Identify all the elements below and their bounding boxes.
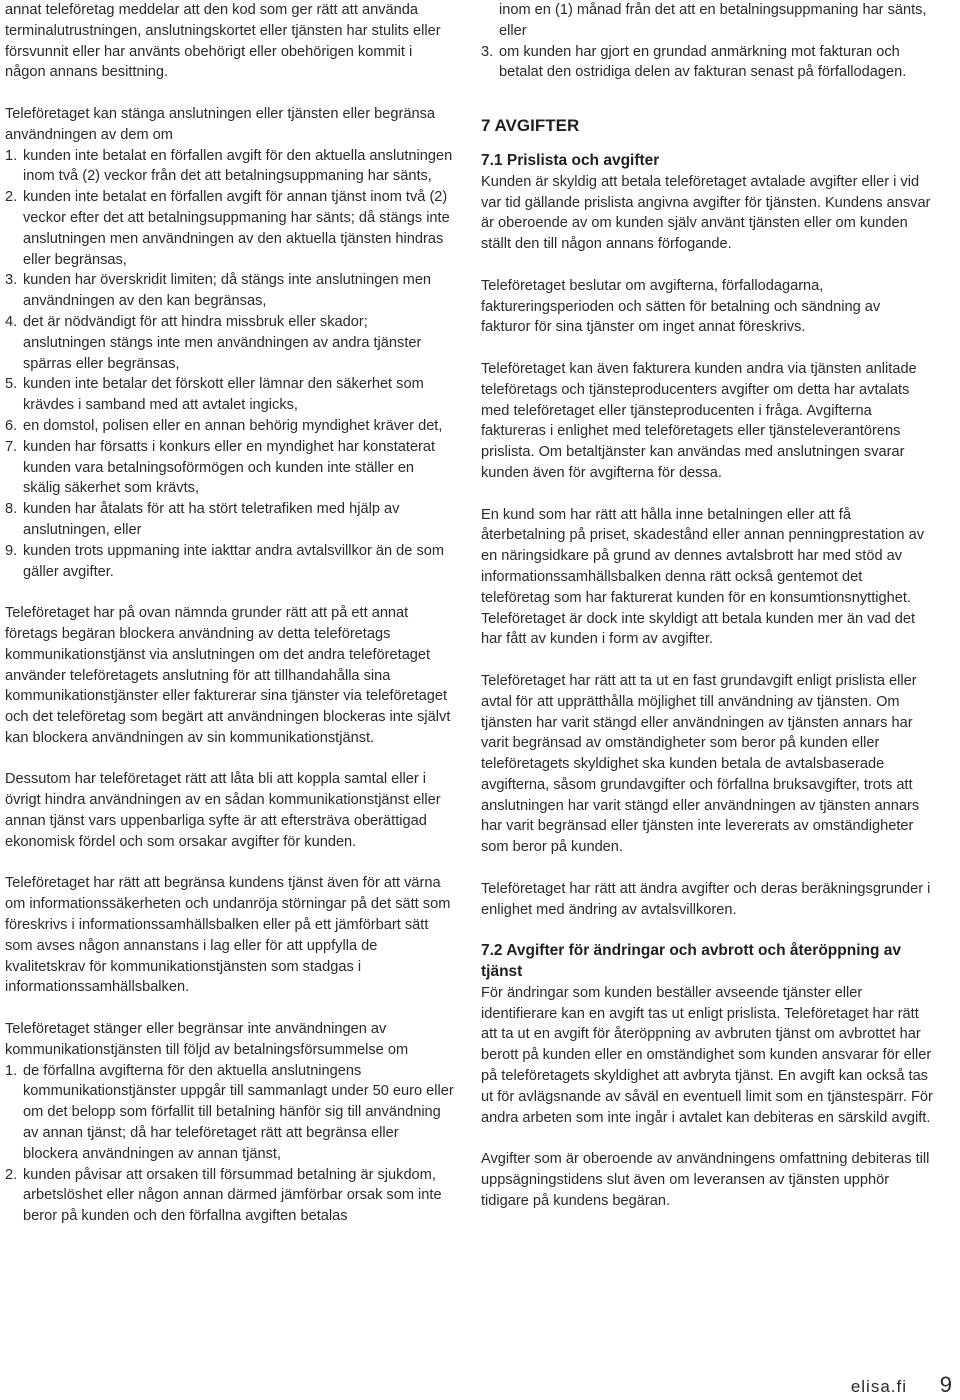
- paragraph: Avgifter som är oberoende av användningens omfattning debiteras till uppsägningstidens slut även om leveransen av tjänsten upphör tidigare på kundens begäran.: [481, 1151, 930, 1209]
- list-item: [5, 1061, 454, 1165]
- list-number: 1.: [5, 1062, 18, 1079]
- site-name: elisa.fi: [850, 1377, 908, 1396]
- list-item: [5, 541, 454, 583]
- list-text: kunden inte betalat en förfallen avgift för annan tjänst inom två (2) veckor efter det att betalningsuppmaning har sänts; då stängs inte anslutningen men användningen av den aktuella tjänsten hindras eller begränsas,: [23, 189, 450, 268]
- intro-continuation: annat teleföretag meddelar att den kod som ger rätt att använda terminalutrustningen, anslutningskortet eller tjänsten har stulits eller försvunnit eller har använts obehörigt eller obehörigen kommit i någon annans besittning.: [5, 2, 441, 81]
- list-text: kunden inte betalat en förfallen avgift för den aktuella anslutningen inom två (2) veckor från det att betalningsuppmaning har sänts,: [23, 147, 453, 185]
- list-number: 3.: [5, 272, 18, 289]
- right-column: [481, 0, 933, 1232]
- limit-paragraph: Teleföretaget har rätt att begränsa kundens tjänst även för att värna om informationssäkerheten och undanröja störningar på det sätt som föreskrivs i informationssamhällsbalken eller på ett jämförbart sätt som avses någon annanstans i lag eller för att uppfylla de kvalitetskrav för kommunikationstjänsten som stadgas i informationssamhällsbalken.: [5, 875, 451, 996]
- list-text: en domstol, polisen eller en annan behörig myndighet kräver det,: [23, 417, 443, 434]
- list-text: kunden har överskridit limiten; då stängs inte anslutningen men användningen av den kan begränsas,: [23, 272, 432, 310]
- list-item: [5, 187, 454, 270]
- payment-list: [5, 1061, 454, 1227]
- list-number: 8.: [5, 501, 18, 518]
- section-title: 7 AVGIFTER: [481, 116, 580, 136]
- list-text: kunden har försatts i konkurs eller en myndighet har konstaterat kunden vara betalningsoförmögen och kunden inte ställer en skälig säkerhet som krävts,: [23, 438, 436, 497]
- list-item: [5, 499, 454, 541]
- list-item: [481, 0, 933, 42]
- list-item: [481, 42, 933, 84]
- list-text: om kunden har gjort en grundad anmärkning mot fakturan och betalat den ostridiga delen av fakturan senast på förfallodagen.: [499, 43, 907, 81]
- page-footer: [851, 1372, 952, 1398]
- paragraph: Teleföretaget har rätt att ändra avgifter och deras beräkningsgrunder i enlighet med ändring av avtalsvillkoren.: [481, 880, 931, 918]
- list-number: 5.: [5, 376, 18, 393]
- paragraph: Teleföretaget kan även fakturera kunden andra via tjänsten anlitade teleföretags och tjänsteproducenters avgifter om detta har avtalats med teleföretaget eller tjänsteproducenten i fråga. Avgifterna faktureras i enlighet med teleföretagets eller tjänsteleverantörens prislista. Om betaltjänster kan användas med anslutningen svarar kunden även för avgifterna för dessa.: [481, 360, 917, 481]
- page-number: 9: [939, 1372, 952, 1397]
- list-number: 3.: [481, 43, 494, 60]
- subsection-title-7-1: 7.1 Prislista och avgifter: [481, 151, 660, 169]
- list-number: 6.: [5, 417, 18, 434]
- paragraph: En kund som har rätt att hålla inne betalningen eller att få återbetalning på priset, skadestånd eller annan penningprestation av en näringsidkare på grund av dennes avtalsbrott har med stöd av informationssamhällsbalken denna rätt också gentemot det teleföretag som har fakturerat kunden för en konsumtionsnyttighet. Teleföretaget är dock inte skyldigt att betala kunden mer än vad det har fått av kunden i form av avgifter.: [481, 506, 924, 648]
- payment-list-continued: [481, 0, 933, 83]
- block-paragraph: Teleföretaget har på ovan nämnda grunder rätt att på ett annat företags begäran blockera användning av detta teleföretags kommunikationstjänst via anslutningen om det andra teleföretaget använder teleföretagets anslutning för att tillhandahålla sina kommunikationstjänster eller fakturerar sina tjänster via teleföretaget och det teleföretag som begärt att användningen blockeras inte självt kan blockera användningen av sin kommunikationstjänst.: [5, 605, 451, 746]
- paragraph: För ändringar som kunden beställer avseende tjänster eller identifierare kan en avgift tas ut enligt prislista. Teleföretaget har rätt att ta ut en avgift för återöppning av avbruten tjänst om avbrottet har berott på kunden eller en omständighet som kunden ansvarar för eller på teleföretagets skyldighet att avbryta tjänst. En avgift kan också tas ut för avlägsnande av såväl en eventuell limit som en tjänstespärr. För andra arbeten som inte ingår i avtalet kan debiteras en särskild avgift.: [481, 984, 933, 1126]
- list-number: 2.: [5, 189, 18, 206]
- list-text: inom en (1) månad från det att en betalningsuppmaning har sänts, eller: [499, 2, 927, 39]
- list-item: [5, 146, 454, 188]
- couple-paragraph: Dessutom har teleföretaget rätt att låta bli att koppla samtal eller i övrigt hindra användningen av en sådan kommunikationstjänst eller annan tjänst vars uppenbarliga syfte är att eftersträva oberättigad ekonomisk fördel och som orsakar avgifter för kunden.: [5, 771, 441, 850]
- list-item: [5, 312, 454, 374]
- list-text: kunden trots uppmaning inte iakttar andra avtalsvillkor än de som gäller avgifter.: [23, 542, 445, 580]
- left-column: [5, 0, 454, 1227]
- list-number: 2.: [5, 1166, 18, 1183]
- subsection-title-7-2: 7.2 Avgifter för ändringar och avbrott och återöppning av tjänst: [481, 942, 901, 981]
- paragraph: Kunden är skyldig att betala teleföretaget avtalade avgifter eller i vid var tid gällande prislista angivna avgifter för tjänsten. Kundens ansvar är oberoende av om kunden själv använt tjänsten eller om kunden ställt den till någon annans förfogande.: [481, 173, 931, 253]
- list-text: kunden har åtalats för att ha stört teletrafiken med hjälp av anslutningen, eller: [23, 501, 400, 538]
- payment-intro: Teleföretaget stänger eller begränsar inte användningen av kommunikationstjänsten till följd av betalningsförsummelse om: [5, 1021, 409, 1058]
- list-text: de förfallna avgifterna för den aktuella anslutningens kommunikationstjänster uppgår till sammanlagt under 50 euro eller om det belopp som förfallit till betalning hänför sig till användning av annan tjänst; då har teleföretaget rätt att begränsa eller blockera användningen av annan tjänst,: [23, 1062, 454, 1162]
- list-number: 9.: [5, 542, 18, 559]
- restrict-list: [5, 146, 454, 583]
- list-item: [5, 416, 454, 437]
- restrict-intro: Teleföretaget kan stänga anslutningen eller tjänsten eller begränsa användningen av dem om: [5, 105, 435, 143]
- list-number: 1.: [5, 147, 18, 164]
- list-item: [5, 1165, 454, 1227]
- paragraph: Teleföretaget beslutar om avgifterna, förfallodagarna, faktureringsperioden och sätten för betalning och sändning av fakturor för sina tjänster om inget annat föreskrivs.: [481, 277, 881, 336]
- list-text: kunden påvisar att orsaken till försummad betalning är sjukdom, arbetslöshet eller någon annan därmed jämförbar orsak som inte beror på kunden och den förfallna avgiften betalas: [23, 1166, 442, 1225]
- list-number: 7.: [5, 438, 18, 455]
- list-item: [5, 437, 454, 499]
- paragraph: Teleföretaget har rätt att ta ut en fast grundavgift enligt prislista eller avtal för att upprätthålla möjlighet till användning av tjänsten. Om tjänsten har varit stängd eller användningen av tjänsten annars har varit begränsad av omständigheter som beror på kunden eller teleföretagets skyldighet ska kunden betala de avtalsbaserade avgifterna, såsom grundavgifter och förfallna bruksavgifter, trots att anslutningen har varit stängd eller användningen av tjänsten annars har varit begränsad eller tjänsten inte levererats av omständigheter som beror på kunden.: [481, 672, 920, 856]
- list-number: 4.: [5, 313, 18, 330]
- list-text: det är nödvändigt för att hindra missbruk eller skador; anslutningen stängs inte men användningen av andra tjänster spärras eller begränsas,: [23, 313, 422, 372]
- list-item: [5, 374, 454, 416]
- list-text: kunden inte betalar det förskott eller lämnar den säkerhet som krävdes i samband med att avtalet ingicks,: [23, 376, 424, 414]
- list-item: [5, 270, 454, 312]
